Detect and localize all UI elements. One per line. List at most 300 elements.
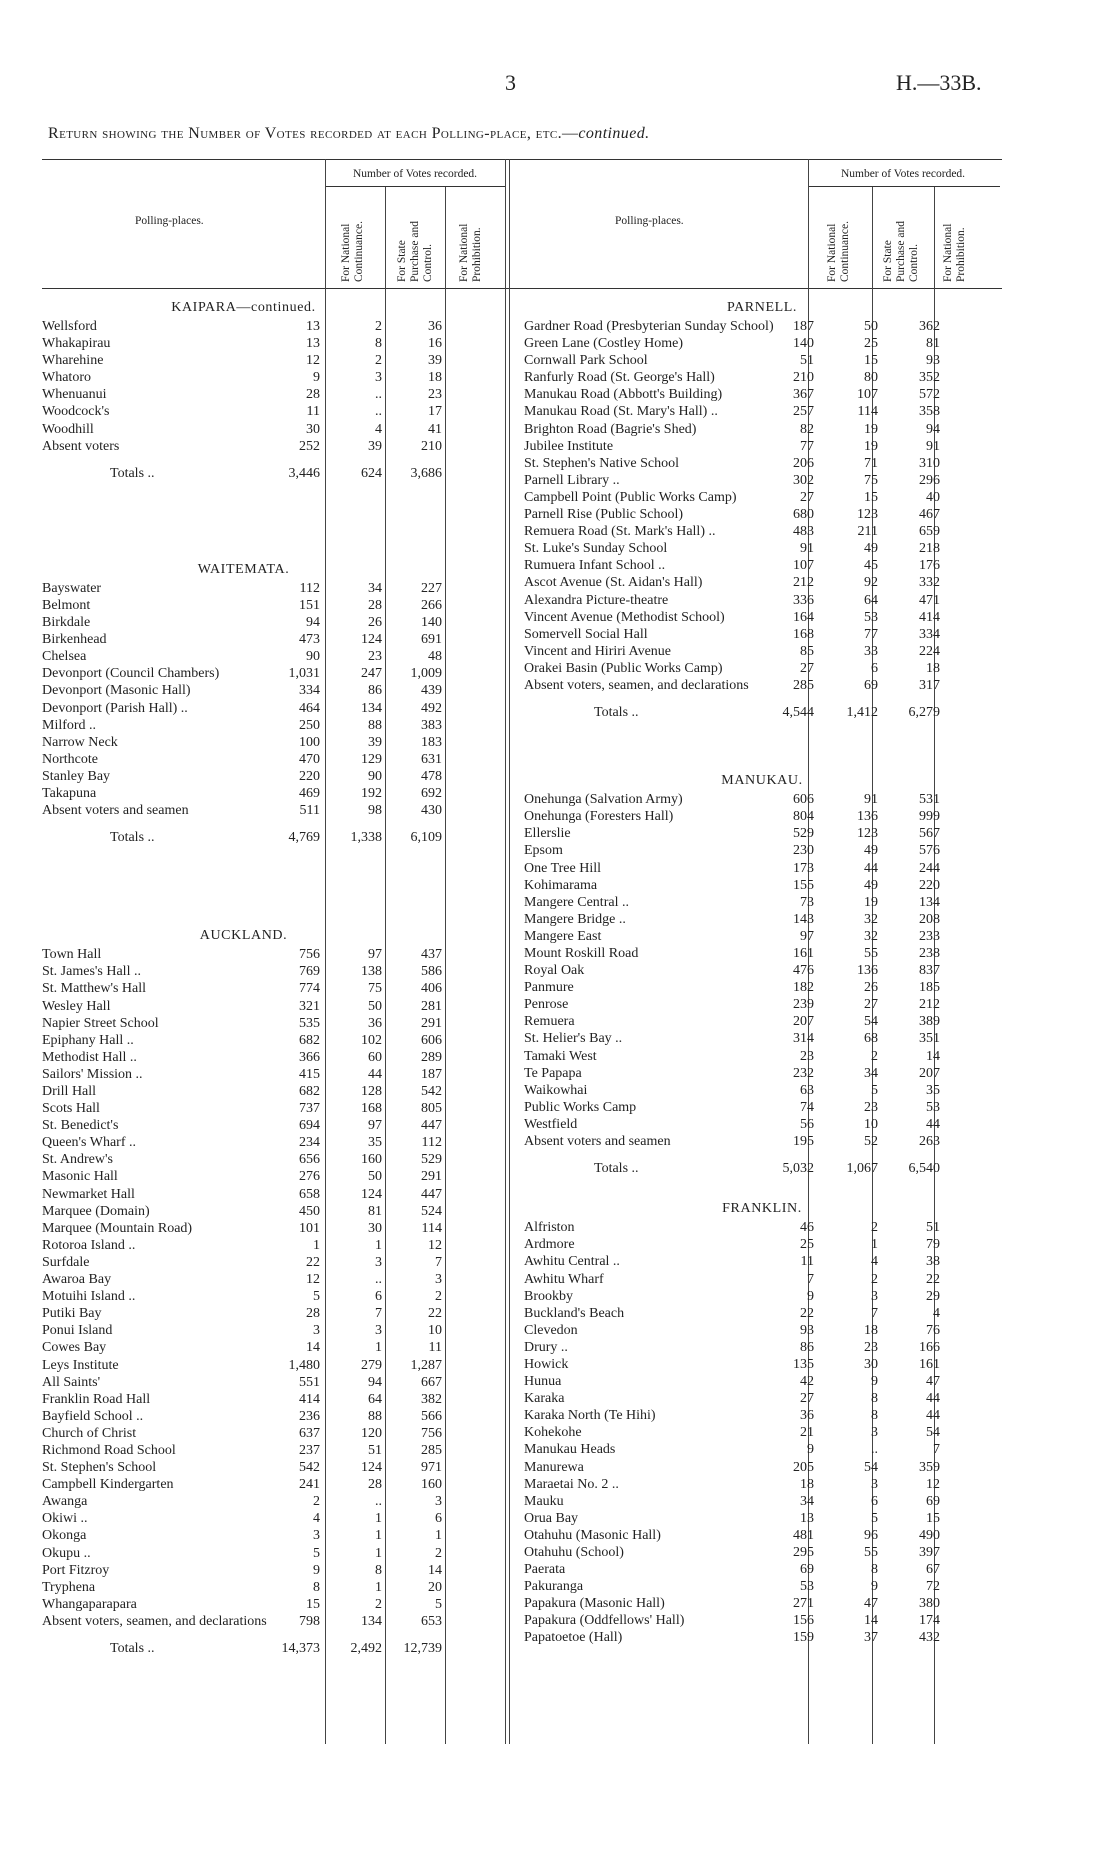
votes-state-purchase: 18: [864, 1322, 878, 1338]
table-row: [42, 1271, 505, 1288]
votes-prohibition: 212: [919, 997, 940, 1013]
polling-place-name: Whangaparapara: [42, 1596, 137, 1612]
table-row: [524, 1356, 1000, 1373]
table-row: [42, 1476, 505, 1493]
polling-place-name: Panmure: [524, 980, 574, 996]
votes-prohibition: 23: [428, 387, 442, 403]
votes-state-purchase: 68: [864, 1031, 878, 1047]
votes-continuance: 12: [306, 1272, 320, 1288]
polling-place-name: Chelsea: [42, 649, 87, 665]
votes-prohibition: 17: [428, 404, 442, 420]
polling-place-name: Devonport (Council Chambers): [42, 666, 220, 682]
polling-place-name: Surfdale: [42, 1254, 90, 1270]
votes-prohibition: 69: [926, 1493, 940, 1509]
polling-place-name: Penrose: [524, 997, 569, 1013]
votes-state-purchase: 36: [368, 1015, 382, 1031]
votes-prohibition: 14: [926, 1048, 940, 1064]
table-row: [42, 369, 505, 386]
polling-place-name: Otahuhu (School): [524, 1545, 624, 1560]
votes-continuance: 257: [793, 404, 814, 420]
votes-prohibition: 16: [428, 336, 442, 352]
votes-continuance: 27: [800, 489, 814, 505]
polling-place-name: All Saints': [42, 1374, 101, 1390]
polling-place-name: One Tree Hill: [524, 860, 601, 876]
votes-state-purchase: 39: [368, 438, 382, 454]
votes-prohibition: 653: [421, 1613, 442, 1629]
votes-prohibition: 359: [919, 1459, 940, 1475]
votes-prohibition: 93: [926, 353, 940, 369]
votes-state-purchase: 97: [368, 1118, 382, 1134]
votes-continuance: 4: [313, 1511, 320, 1527]
polling-place-name: Remuera: [524, 1014, 575, 1030]
table-row: [524, 1305, 1000, 1322]
table-row: [42, 438, 505, 455]
col-rule: [509, 159, 510, 1744]
votes-state-purchase: 64: [368, 1391, 382, 1407]
polling-place-name: Vincent and Hiriri Avenue: [524, 643, 672, 659]
col-state-header-left: For State Purchase and Control.: [396, 221, 434, 282]
votes-state-purchase: 81: [368, 1203, 382, 1219]
votes-prohibition: 185: [919, 980, 940, 996]
col-state-header-right: For State Purchase and Control.: [882, 221, 920, 282]
votes-state-purchase: 1: [375, 1237, 382, 1253]
votes-prohibition: 44: [926, 1408, 940, 1424]
votes-state-purchase: 2: [375, 353, 382, 369]
polling-place-name: Mauku: [524, 1493, 564, 1509]
votes-state-purchase: 168: [361, 1101, 382, 1117]
table-row: [524, 1339, 1000, 1356]
votes-state-purchase: 49: [864, 541, 878, 557]
votes-continuance: 187: [793, 319, 814, 334]
section-title: FRANKLIN.: [722, 1201, 802, 1217]
polling-place-name: Alexandra Picture-theatre: [524, 592, 669, 608]
polling-place-name: Woodcock's: [42, 404, 110, 420]
table-row: [524, 1527, 1000, 1544]
polling-place-name: Absent voters: [42, 438, 120, 454]
table-row: [524, 660, 1000, 677]
polling-place-name: Birkdale: [42, 615, 91, 631]
votes-state-purchase: 23: [864, 1099, 878, 1115]
polling-place-name: Absent voters and seamen: [524, 1134, 671, 1150]
table-row: [524, 1048, 1000, 1065]
votes-prohibition: 524: [421, 1203, 442, 1219]
votes-state-purchase: 98: [368, 803, 382, 819]
polling-place-name: Manukau Heads: [524, 1442, 616, 1458]
polling-place-name: Tryphena: [42, 1579, 96, 1595]
table-row: [524, 842, 1000, 859]
votes-continuance: 252: [299, 438, 320, 454]
table-row: [524, 335, 1000, 352]
votes-prohibition: 22: [428, 1306, 442, 1322]
votes-continuance: 3: [313, 1528, 320, 1544]
table-row: [42, 998, 505, 1015]
polling-place-name: Whakapirau: [42, 336, 111, 352]
table-row: [42, 421, 505, 438]
polling-place-name: Onehunga (Salvation Army): [524, 792, 683, 808]
votes-continuance: 9: [807, 1442, 814, 1458]
polling-place-name: Okonga: [42, 1528, 87, 1544]
votes-continuance: 195: [793, 1134, 814, 1150]
totals-value: 6,279: [908, 705, 940, 721]
table-row: [524, 808, 1000, 825]
polling-place-name: Wharehine: [42, 353, 104, 369]
polling-place-name: Mount Roskill Road: [524, 946, 639, 961]
polling-place-name: Tamaki West: [524, 1048, 597, 1064]
votes-state-purchase: 114: [857, 404, 878, 420]
votes-prohibition: 406: [421, 981, 442, 997]
votes-prohibition: 81: [926, 336, 940, 352]
section-title: PARNELL.: [726, 300, 797, 315]
header-top-rule: [42, 159, 1002, 160]
votes-state-purchase: 120: [361, 1425, 382, 1441]
votes-state-purchase: 86: [368, 683, 382, 699]
polling-place-name: St. Matthew's Hall: [42, 981, 147, 997]
table-row: [524, 962, 1000, 979]
votes-state-purchase: 50: [864, 319, 878, 334]
votes-state-purchase: 33: [864, 643, 878, 659]
votes-state-purchase: 124: [361, 632, 382, 648]
votes-prohibition: 233: [919, 928, 940, 944]
votes-state-purchase: 279: [361, 1357, 382, 1373]
votes-state-purchase: 75: [368, 981, 382, 997]
votes-continuance: 140: [793, 336, 814, 352]
polling-place-name: Parnell Rise (Public School): [524, 507, 684, 523]
votes-prohibition: 805: [421, 1101, 442, 1117]
polling-place-name: Leys Institute: [42, 1357, 119, 1373]
polling-place-name: Belmont: [42, 597, 91, 613]
col-continuance-header-right: For National Continuance.: [826, 221, 851, 282]
polling-place-name: Masonic Hall: [42, 1169, 118, 1185]
table-row: [42, 403, 505, 420]
totals-label: Totals ..: [594, 1161, 639, 1177]
polling-place-name: Kohekohe: [524, 1425, 582, 1441]
votes-state-purchase: 44: [864, 860, 878, 876]
votes-continuance: 236: [299, 1408, 320, 1424]
votes-prohibition: 667: [421, 1374, 442, 1390]
votes-state-purchase: 3: [375, 1254, 382, 1270]
votes-state-purchase: 7: [375, 1306, 382, 1322]
votes-prohibition: 4: [933, 1305, 940, 1321]
votes-prohibition: 362: [919, 319, 940, 334]
votes-continuance: 107: [793, 558, 814, 574]
table-row: [524, 860, 1000, 877]
polling-place-name: Awanga: [42, 1494, 88, 1510]
votes-prohibition: 263: [919, 1134, 940, 1150]
polling-place-name: Papatoetoe (Hall): [524, 1630, 623, 1646]
votes-state-purchase: 30: [368, 1220, 382, 1236]
votes-continuance: 737: [299, 1101, 320, 1117]
polling-place-name: Mangere Central ..: [524, 894, 629, 910]
table-row: [42, 980, 505, 997]
votes-state-purchase: 134: [361, 700, 382, 716]
votes-prohibition: 15: [926, 1510, 940, 1526]
votes-continuance: 535: [299, 1015, 320, 1031]
votes-continuance: 682: [299, 1032, 320, 1048]
section-title: WAITEMATA.: [197, 561, 290, 577]
polling-place-name: Absent voters and seamen: [42, 803, 189, 819]
votes-prohibition: 317: [919, 677, 940, 693]
right-column: [524, 298, 1000, 1647]
totals-label: Totals ..: [110, 465, 155, 481]
votes-continuance: 212: [793, 575, 814, 591]
group-rule-right: [808, 186, 1000, 187]
table-row: [42, 335, 505, 352]
polling-place-name: Drill Hall: [42, 1084, 97, 1099]
header-bottom-rule: [42, 288, 1002, 289]
polling-place-name: Wesley Hall: [42, 998, 111, 1014]
votes-state-purchase: 64: [864, 592, 878, 608]
votes-state-purchase: 15: [864, 489, 878, 505]
votes-prohibition: 289: [421, 1049, 442, 1065]
votes-continuance: 334: [299, 683, 320, 699]
page-number: 3: [505, 70, 516, 95]
votes-prohibition: 76: [926, 1322, 940, 1338]
votes-continuance: 1,031: [288, 666, 320, 682]
votes-state-purchase: 27: [864, 997, 878, 1013]
votes-prohibition: 572: [919, 387, 940, 403]
votes-continuance: 13: [800, 1510, 814, 1526]
polling-place-name: Ardmore: [524, 1237, 575, 1253]
polling-place-name: Papakura (Oddfellows' Hall): [524, 1613, 685, 1629]
votes-prohibition: 72: [926, 1579, 940, 1595]
votes-continuance: 82: [800, 421, 814, 437]
totals-value: 1,412: [846, 705, 878, 721]
votes-continuance: 207: [793, 1014, 814, 1030]
votes-prohibition: 586: [421, 964, 442, 980]
votes-prohibition: 218: [919, 541, 940, 557]
polling-place-name: Pakuranga: [524, 1579, 584, 1595]
totals-row: [42, 829, 505, 846]
votes-continuance: 97: [800, 928, 814, 944]
polling-place-name: Narrow Neck: [42, 734, 118, 750]
polling-place-name: Epiphany Hall ..: [42, 1032, 134, 1048]
totals-value: 5,032: [782, 1161, 814, 1177]
totals-row: [524, 704, 1000, 721]
totals-spacer: [42, 455, 505, 465]
votes-continuance: 13: [306, 319, 320, 334]
votes-state-purchase: 52: [864, 1134, 878, 1150]
votes-continuance: 91: [800, 541, 814, 557]
polling-place-name: Marquee (Domain): [42, 1203, 150, 1219]
table-row: [42, 1596, 505, 1613]
votes-state-purchase: 6: [871, 660, 878, 676]
polling-place-name: Jubilee Institute: [524, 438, 614, 454]
votes-prohibition: 6: [435, 1511, 442, 1527]
votes-prohibition: 47: [926, 1374, 940, 1390]
votes-state-purchase: 54: [864, 1459, 878, 1475]
votes-continuance: 53: [800, 1579, 814, 1595]
polling-place-name: Gardner Road (Presbyterian Sunday School): [524, 319, 774, 334]
votes-continuance: 694: [299, 1118, 320, 1134]
table-row: [42, 768, 505, 785]
table-row: [42, 1305, 505, 1322]
votes-prohibition: 380: [919, 1596, 940, 1612]
polling-place-name: Hunua: [524, 1374, 562, 1390]
title-main: Return showing the Number of Votes recorded at each Polling-place, etc.—: [48, 125, 579, 142]
table-row: [42, 580, 505, 597]
table-row: [524, 1407, 1000, 1424]
polling-place-name: Ponui Island: [42, 1323, 113, 1339]
votes-continuance: 56: [800, 1116, 814, 1132]
votes-state-purchase: 136: [857, 963, 878, 979]
votes-continuance: 8: [313, 1579, 320, 1595]
votes-continuance: 164: [793, 609, 814, 625]
table-row: [42, 631, 505, 648]
table-row: [42, 352, 505, 369]
polling-place-name: St. Helier's Bay ..: [524, 1031, 623, 1047]
votes-continuance: 90: [306, 649, 320, 665]
votes-state-purchase: 2: [871, 1271, 878, 1287]
votes-prohibition: 44: [926, 1116, 940, 1132]
polling-place-name: Church of Christ: [42, 1425, 137, 1441]
polling-place-name: Manurewa: [524, 1459, 584, 1475]
table-row: [524, 489, 1000, 506]
votes-prohibition: 837: [919, 963, 940, 979]
votes-prohibition: 332: [919, 575, 940, 591]
polling-place-name: Royal Oak: [524, 963, 585, 979]
table-row: [42, 318, 505, 335]
votes-state-purchase: 1: [871, 1237, 878, 1253]
table-row: [524, 825, 1000, 842]
table-row: [524, 894, 1000, 911]
votes-state-purchase: 14: [864, 1613, 878, 1629]
totals-value: 2,492: [350, 1641, 382, 1656]
polling-place-name: Drury ..: [524, 1339, 568, 1355]
table-row: [524, 1612, 1000, 1629]
votes-prohibition: 389: [919, 1014, 940, 1030]
votes-state-purchase: 49: [864, 843, 878, 859]
totals-spacer: [42, 819, 505, 829]
polling-place-name: Marquee (Mountain Road): [42, 1220, 193, 1236]
table-row: [42, 1066, 505, 1083]
polling-place-name: Westfield: [524, 1116, 578, 1132]
votes-continuance: 7: [807, 1271, 814, 1287]
votes-prohibition: 210: [421, 438, 442, 454]
table-row: [42, 734, 505, 751]
votes-continuance: 9: [313, 370, 320, 386]
votes-prohibition: 383: [421, 717, 442, 733]
polling-place-name: Kohimarama: [524, 877, 598, 893]
votes-state-purchase: 88: [368, 1408, 382, 1424]
votes-continuance: 476: [793, 963, 814, 979]
totals-row: [42, 465, 505, 482]
table-row: [42, 1049, 505, 1066]
votes-continuance: 135: [793, 1356, 814, 1372]
votes-prohibition: 227: [421, 580, 442, 596]
votes-continuance: 756: [299, 947, 320, 963]
votes-state-purchase: 8: [375, 1562, 382, 1578]
votes-state-purchase: 9: [871, 1579, 878, 1595]
votes-continuance: 9: [807, 1288, 814, 1304]
votes-continuance: 77: [800, 438, 814, 454]
votes-prohibition: 414: [919, 609, 940, 625]
table-row: [524, 506, 1000, 523]
votes-continuance: 680: [793, 507, 814, 523]
votes-continuance: 450: [299, 1203, 320, 1219]
totals-row: [42, 1640, 505, 1657]
votes-prohibition: 134: [919, 894, 940, 910]
polling-place-name: Wellsford: [42, 319, 97, 334]
votes-state-purchase: 19: [864, 894, 878, 910]
votes-prohibition: 10: [428, 1323, 442, 1339]
table-row: [524, 626, 1000, 643]
votes-state-purchase: 19: [864, 421, 878, 437]
polling-place-name: Paerata: [524, 1562, 566, 1578]
section-spacer: [42, 482, 505, 560]
votes-state-purchase: 47: [864, 1596, 878, 1612]
votes-continuance: 28: [306, 1306, 320, 1322]
table-row: [524, 1578, 1000, 1595]
votes-state-purchase: 6: [375, 1289, 382, 1305]
votes-state-purchase: 1: [375, 1511, 382, 1527]
votes-state-purchase: 1: [375, 1545, 382, 1561]
votes-prohibition: 529: [421, 1152, 442, 1168]
polling-place-name: Bayfield School ..: [42, 1408, 144, 1424]
votes-prohibition: 296: [919, 472, 940, 488]
totals-value: 1,067: [846, 1161, 878, 1177]
table-row: [524, 352, 1000, 369]
table-row: [42, 751, 505, 768]
table-row: [42, 682, 505, 699]
votes-state-purchase: 138: [361, 964, 382, 980]
votes-continuance: 93: [800, 1322, 814, 1338]
polling-place-name: Rotoroa Island ..: [42, 1237, 136, 1253]
votes-state-purchase: 4: [871, 1254, 878, 1270]
votes-continuance: 511: [299, 803, 320, 819]
polling-place-name: St. Benedict's: [42, 1118, 119, 1134]
votes-continuance: 295: [793, 1545, 814, 1560]
totals-value: 6,109: [410, 830, 442, 846]
votes-prohibition: 38: [926, 1254, 940, 1270]
votes-prohibition: 35: [926, 1082, 940, 1098]
votes-state-purchase: 35: [368, 1135, 382, 1151]
votes-prohibition: 2: [435, 1289, 442, 1305]
table-row: [42, 1391, 505, 1408]
table-row: [42, 1579, 505, 1596]
votes-continuance: 232: [793, 1065, 814, 1081]
totals-spacer: [524, 1150, 1000, 1160]
table-row: [524, 1322, 1000, 1339]
votes-prohibition: 39: [428, 353, 442, 369]
table-row: [42, 614, 505, 631]
votes-prohibition: 1,009: [410, 666, 442, 682]
votes-continuance: 85: [800, 643, 814, 659]
totals-value: 12,739: [403, 1641, 442, 1656]
votes-state-purchase: 51: [368, 1442, 382, 1458]
totals-spacer: [42, 1630, 505, 1640]
polling-place-name: Awhitu Central ..: [524, 1254, 620, 1270]
votes-state-purchase: 134: [361, 1613, 382, 1629]
table-row: [524, 1561, 1000, 1578]
table-row: [524, 1544, 1000, 1561]
table-row: [42, 946, 505, 963]
polling-place-name: Milford ..: [42, 717, 97, 733]
votes-prohibition: 187: [421, 1066, 442, 1082]
votes-state-purchase: 8: [871, 1562, 878, 1578]
votes-continuance: 94: [306, 615, 320, 631]
votes-continuance: 25: [800, 1237, 814, 1253]
votes-prohibition: 1: [435, 1528, 442, 1544]
votes-continuance: 469: [299, 785, 320, 801]
votes-prohibition: 3: [435, 1272, 442, 1288]
votes-prohibition: 659: [919, 524, 940, 540]
votes-continuance: 551: [299, 1374, 320, 1390]
table-row: [42, 1545, 505, 1562]
votes-continuance: 168: [793, 626, 814, 642]
polling-place-name: Waikowhai: [524, 1082, 588, 1098]
votes-prohibition: 397: [919, 1545, 940, 1560]
votes-continuance: 27: [800, 660, 814, 676]
